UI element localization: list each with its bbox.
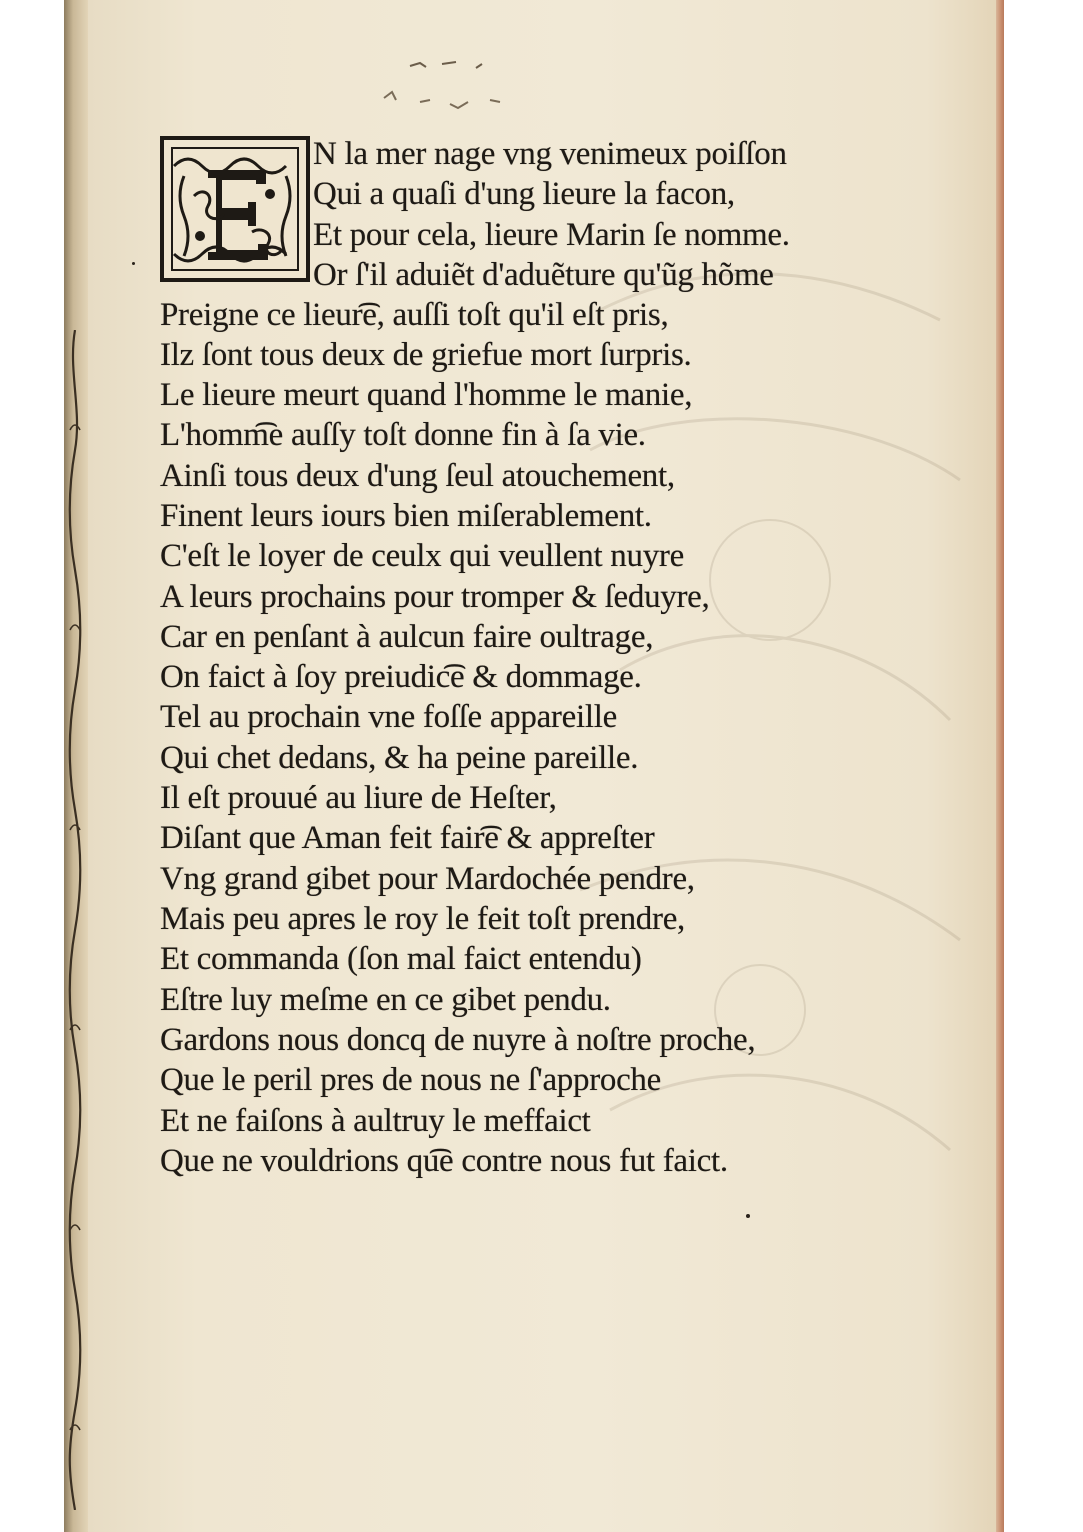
poem-line: Car en penſant à aulcun faire oultrage, [160,619,654,655]
poem-line: A leurs prochains pour tromper & ſeduyre, [160,579,710,615]
poem-line: N la mer nage vng venimeux poiſſon [313,136,787,172]
poem-line: Tel au prochain vne foſſe appareille [160,699,617,735]
ink-speck [746,1214,750,1218]
poem-line: Mais peu apres le roy le feit toſt prendre, [160,901,685,937]
poem-line: Diſant que Aman feit fair͡e & appreſter [160,820,655,856]
poem-line: Preigne ce lieur͡e, auſſi toſt qu'il eſt pris, [160,297,669,333]
poem-line: Vng grand gibet pour Mardochée pendre, [160,861,695,897]
poem-line: Eſtre luy meſme en ce gibet pendu. [160,982,611,1018]
poem-line: Qui a quaſi d'ung lieure la facon, [313,176,735,212]
poem-line: L'homm͡e auſſy toſt donne fin à ſa vie. [160,417,646,453]
poem-line: C'eſt le loyer de ceulx qui veullent nuyre [160,538,684,574]
poem-line: Gardons nous doncq de nuyre à noſtre proche, [160,1022,756,1058]
poem-line: Il eſt prouué au liure de Heſter, [160,780,557,816]
poem-line: Finent leurs iours bien miſerablement. [160,498,652,534]
poem-line: Qui chet dedans, & ha peine pareille. [160,740,639,776]
poem-line: Et commanda (ſon mal faict entendu) [160,941,642,977]
ink-speck [132,262,135,265]
poem-line: Or ſ'il aduiẽt d'aduẽture qu'ũg hõme [313,257,774,293]
poem-line: Ainſi tous deux d'ung ſeul atouchement, [160,458,675,494]
poem-line: Et ne faiſons à aultruy le meffaict [160,1103,591,1139]
poem-line: On faict à ſoy preiudic͡e & dommage. [160,659,642,695]
poem-line: Que le peril pres de nous ne ſ'approche [160,1062,661,1098]
poem-line: Que ne vouldrions qu͡e contre nous fut faict. [160,1143,728,1179]
poem-line: Le lieure meurt quand l'homme le manie, [160,377,693,413]
poem-line: Ilz ſont tous deux de griefue mort ſurpris. [160,337,692,373]
poem-line: Et pour cela, lieure Marin ſe nomme. [313,217,790,253]
